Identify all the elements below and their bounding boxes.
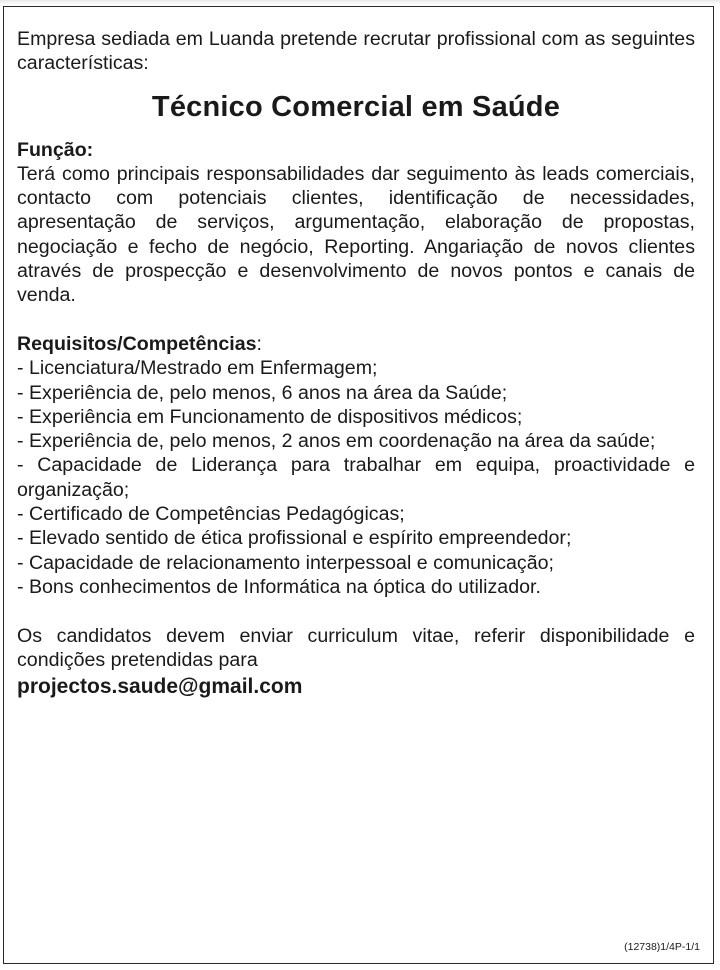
requisitos-heading-colon: : — [256, 332, 262, 355]
ad-reference-code: (12738)1/4P-1/1 — [624, 941, 700, 953]
requisitos-heading: Requisitos/Competências — [17, 332, 257, 355]
top-edge-shadow — [0, 0, 720, 5]
funcao-heading: Função: — [17, 138, 94, 161]
list-item: - Capacidade de relacionamento interpessoal e comunicação; — [17, 551, 554, 574]
section-spacer — [17, 599, 695, 623]
list-item: - Experiência de, pelo menos, 6 anos na área da Saúde; — [17, 381, 508, 404]
closing-text: Os candidatos devem enviar curriculum vitae, referir disponibilidade e condições pretendidas para — [17, 624, 695, 671]
requisitos-heading-line — [17, 332, 695, 356]
list-item: - Experiência de, pelo menos, 2 anos em coordenação na área da saúde; — [17, 430, 656, 453]
job-title: Técnico Comercial em Saúde — [151, 90, 561, 123]
requirements-list — [17, 356, 695, 599]
intro-text: Empresa sediada em Luanda pretende recrutar profissional com as seguintes características: — [17, 28, 695, 75]
list-item: - Bons conhecimentos de Informática na óptica do utilizador. — [17, 575, 541, 598]
list-item: - Capacidade de Liderança para trabalhar em equipa, proactividade e organização; — [17, 454, 695, 501]
list-item: - Certificado de Competências Pedagógicas; — [17, 503, 405, 526]
funcao-text: Terá como principais responsabilidades dar seguimento às leads comerciais, contacto com potenciais clientes, identificação de necessidades, apresentação de serviços, argumentação, elaboração de propostas, negociação e fecho de negócio, Reporting. Angariação de novos clientes através de prospecção e desenvolvimento de novos pontos e canais de venda. — [17, 162, 695, 307]
job-ad-body — [17, 27, 695, 700]
list-item: - Elevado sentido de ética profissional e espírito empreendedor; — [17, 527, 572, 550]
list-item: - Licenciatura/Mestrado em Enfermagem; — [17, 357, 378, 380]
contact-email[interactable]: projectos.saude@gmail.com — [17, 675, 303, 699]
section-spacer — [17, 308, 695, 332]
list-item: - Experiência em Funcionamento de dispositivos médicos; — [17, 405, 523, 428]
